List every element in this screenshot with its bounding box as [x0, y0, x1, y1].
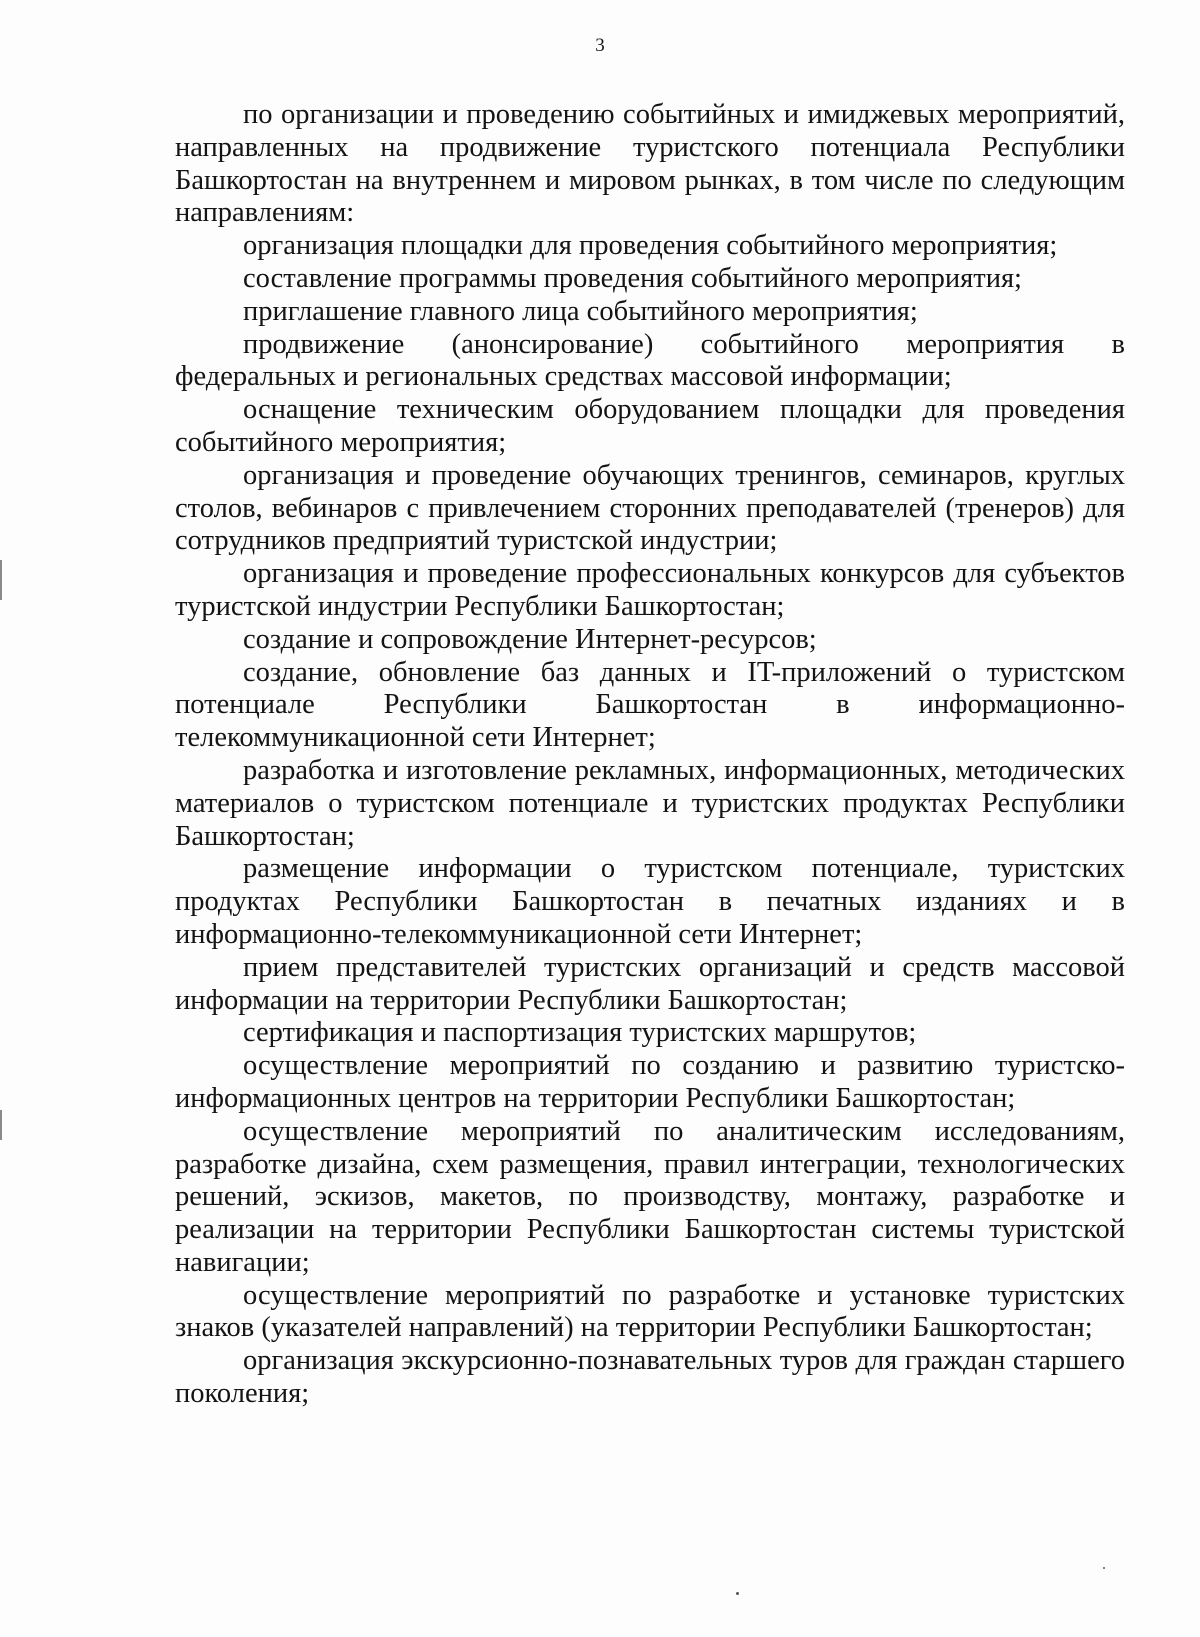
paragraph: оснащение техническим оборудованием площадки для проведения событийного мероприятия; [175, 394, 1125, 458]
paragraph: по организации и проведению событийных и имиджевых мероприятий, направленных на продвижение туристского потенциала Республики Башкортостан на внутреннем и мировом рынках, в том числе по следующим направлениям: [175, 99, 1125, 229]
page-number: 3 [595, 35, 605, 56]
scan-speck [736, 1592, 739, 1595]
paragraph: организация экскурсионно-познавательных туров для граждан старшего поколения; [175, 1345, 1125, 1410]
paragraph: организация площадки для проведения событийного мероприятия; [243, 230, 1058, 262]
paragraph: продвижение (анонсирование) событийного мероприятия в федеральных и региональных средствах массовой информации; [175, 328, 1125, 393]
paragraph: осуществление мероприятий по разработке и установке туристских знаков (указателей направлений) на территории Республики Башкортостан; [175, 1279, 1125, 1344]
paragraph: организация и проведение обучающих тренингов, семинаров, круглых столов, вебинаров с привлечением сторонних преподавателей (тренеров) для сотрудников предприятий туристской индустрии; [175, 459, 1125, 557]
paragraph: организация и проведение профессиональных конкурсов для субъектов туристской индустрии Республики Башкортостан; [175, 558, 1125, 622]
paragraph: разработка и изготовление рекламных, информационных, методических материалов о туристском потенциале и туристских продуктах Республики Башкортостан; [175, 754, 1125, 852]
paragraph: осуществление мероприятий по аналитическим исследованиям, разработке дизайна, схем размещения, правил интеграции, технологических решений, эскизов, макетов, по производству, монтажу, разработке и реализации на территории Республики Башкортостан системы туристской навигации; [175, 1115, 1125, 1278]
paragraph: прием представителей туристских организаций и средств массовой информации на территории Республики Башкортостан; [175, 951, 1125, 1016]
paragraph: составление программы проведения событийного мероприятия; [243, 262, 1022, 294]
paragraph: осуществление мероприятий по созданию и развитию туристско-информационных центров на территории Республики Башкортостан; [175, 1050, 1125, 1114]
paragraph: создание и сопровождение Интернет-ресурсов; [243, 623, 817, 655]
paragraph: создание, обновление баз данных и IT-приложений о туристском потенциале Республики Башкортостан в информационно-телекоммуникационной сети Интернет; [175, 656, 1125, 754]
paragraph: размещение информации о туристском потенциале, туристских продуктах Республики Башкортостан в печатных изданиях и в информационно-телекоммуникационной сети Интернет; [175, 853, 1125, 950]
paragraph: сертификация и паспортизация туристских маршрутов; [243, 1017, 917, 1049]
paragraph: приглашение главного лица событийного мероприятия; [243, 295, 918, 327]
scan-edge-mark [0, 1110, 2, 1140]
scan-speck [1103, 1567, 1105, 1569]
scan-edge-mark [0, 560, 2, 600]
document-body [175, 99, 1125, 1411]
